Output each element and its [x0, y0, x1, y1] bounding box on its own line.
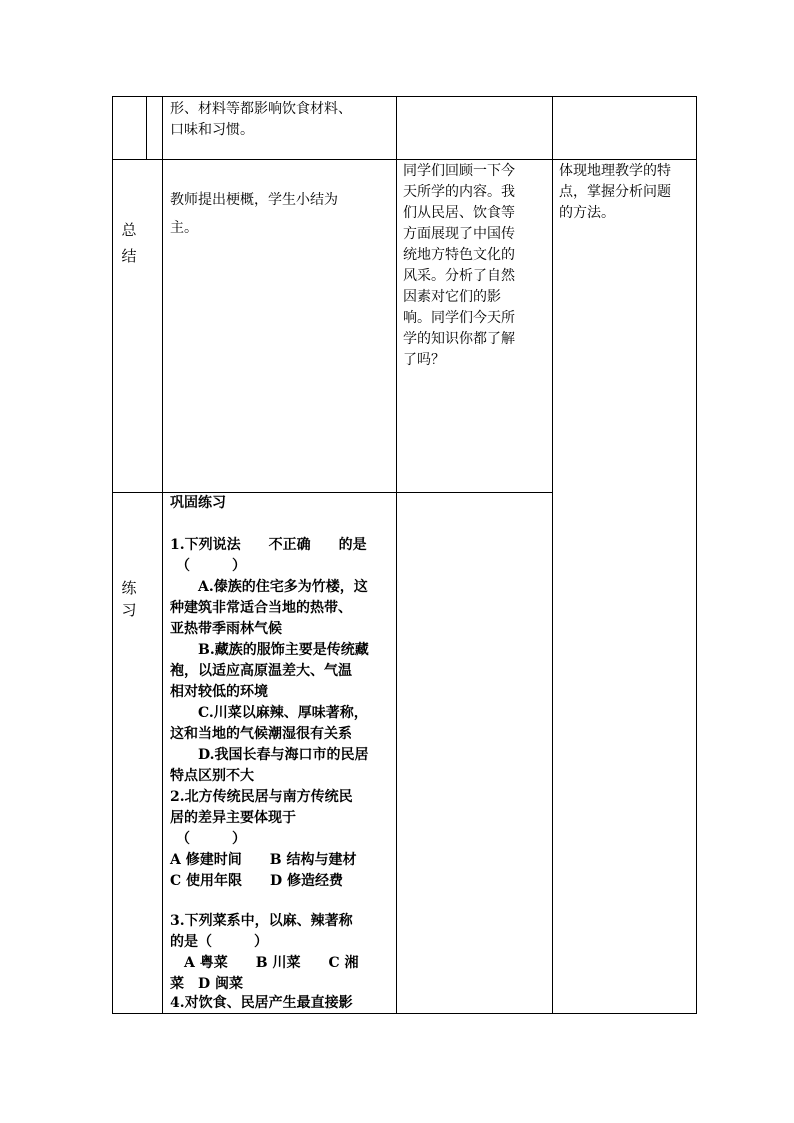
practice-line-16: 居的差异主要体现于 — [170, 810, 296, 826]
practice-line-24: 菜 D 闽菜 — [170, 976, 244, 992]
practice-line-5: A.傣族的住宅多为竹楼，这 — [170, 579, 368, 595]
summary-intent-line-2: 点，掌握分析问题 — [559, 184, 671, 200]
summary-intent-line-3: 的方法。 — [559, 205, 615, 221]
practice-line-19: C 使用年限 D 修造经费 — [170, 873, 344, 889]
practice-label-char-1: 练 — [121, 579, 137, 597]
summary-content-line-10: 了吗？ — [403, 352, 445, 368]
practice-line-15: 2.北方传统民居与南方传统民 — [170, 789, 353, 805]
summary-content-line-1: 同学们回顾一下今 — [403, 163, 515, 179]
practice-line-7: 亚热带季雨林气候 — [170, 621, 282, 637]
summary-content-line-9: 学的知识你都了解 — [403, 331, 515, 347]
summary-content-line-5: 统地方特色文化的 — [403, 247, 515, 263]
practice-line-12: 这和当地的气候潮湿很有关系 — [170, 726, 352, 742]
practice-line-1: 巩固练习 — [170, 495, 226, 511]
row-divider-1 — [112, 159, 697, 160]
column-divider-2 — [396, 96, 397, 1014]
summary-label-char-2: 结 — [121, 247, 137, 265]
practice-line-4: （ ） — [176, 558, 246, 574]
summary-intent-line-1: 体现地理教学的特 — [559, 163, 671, 179]
summary-activity-line-2: 主。 — [170, 220, 198, 236]
row1-line-2: 口味和习惯。 — [170, 122, 254, 138]
practice-line-13: D.我国长春与海口市的民居 — [170, 747, 369, 763]
practice-line-14: 特点区别不大 — [170, 768, 254, 784]
practice-line-18: A 修建时间 B 结构与建材 — [170, 852, 357, 868]
practice-line-6: 种建筑非常适合当地的热带、 — [170, 600, 352, 616]
practice-line-21: 3.下列菜系中，以麻、辣著称 — [170, 913, 353, 929]
practice-line-22: 的是（ ） — [170, 934, 268, 950]
practice-line-17: （ ） — [176, 831, 246, 847]
practice-line-25: 4.对饮食、民居产生最直接影 — [170, 995, 353, 1011]
practice-line-9: 袍，以适应高原温差大、气温 — [170, 663, 352, 679]
row1-line-1: 形、材料等都影响饮食材料、 — [170, 101, 352, 117]
summary-content-line-6: 风采。分析了自然 — [403, 268, 515, 284]
practice-label-char-2: 习 — [121, 601, 137, 619]
summary-content-line-4: 方面展现了中国传 — [403, 226, 515, 242]
practice-line-23: A 粤菜 B 川菜 C 湘 — [170, 955, 359, 971]
practice-line-8: B.藏族的服饰主要是传统藏 — [170, 642, 369, 658]
summary-label-char-1: 总 — [121, 221, 137, 239]
practice-line-10: 相对较低的环境 — [170, 684, 268, 700]
summary-content-line-3: 们从民居、饮食等 — [403, 205, 515, 221]
summary-activity-line-1: 教师提出梗概，学生小结为 — [170, 192, 338, 208]
practice-line-3: 1.下列说法 不正确 的是 — [170, 537, 367, 553]
column-divider-1 — [162, 96, 163, 1014]
table-top-border — [112, 96, 697, 97]
table-right-border — [696, 96, 697, 1014]
summary-content-line-8: 响。同学们今天所 — [403, 310, 515, 326]
summary-content-line-7: 因素对它们的影 — [403, 289, 501, 305]
summary-content-line-2: 天所学的内容。我 — [403, 184, 515, 200]
first-row-inner-divider — [146, 96, 147, 160]
practice-line-11: C.川菜以麻辣、厚味著称， — [170, 705, 368, 721]
column-divider-3 — [552, 96, 553, 1014]
table-left-border — [112, 96, 113, 1014]
